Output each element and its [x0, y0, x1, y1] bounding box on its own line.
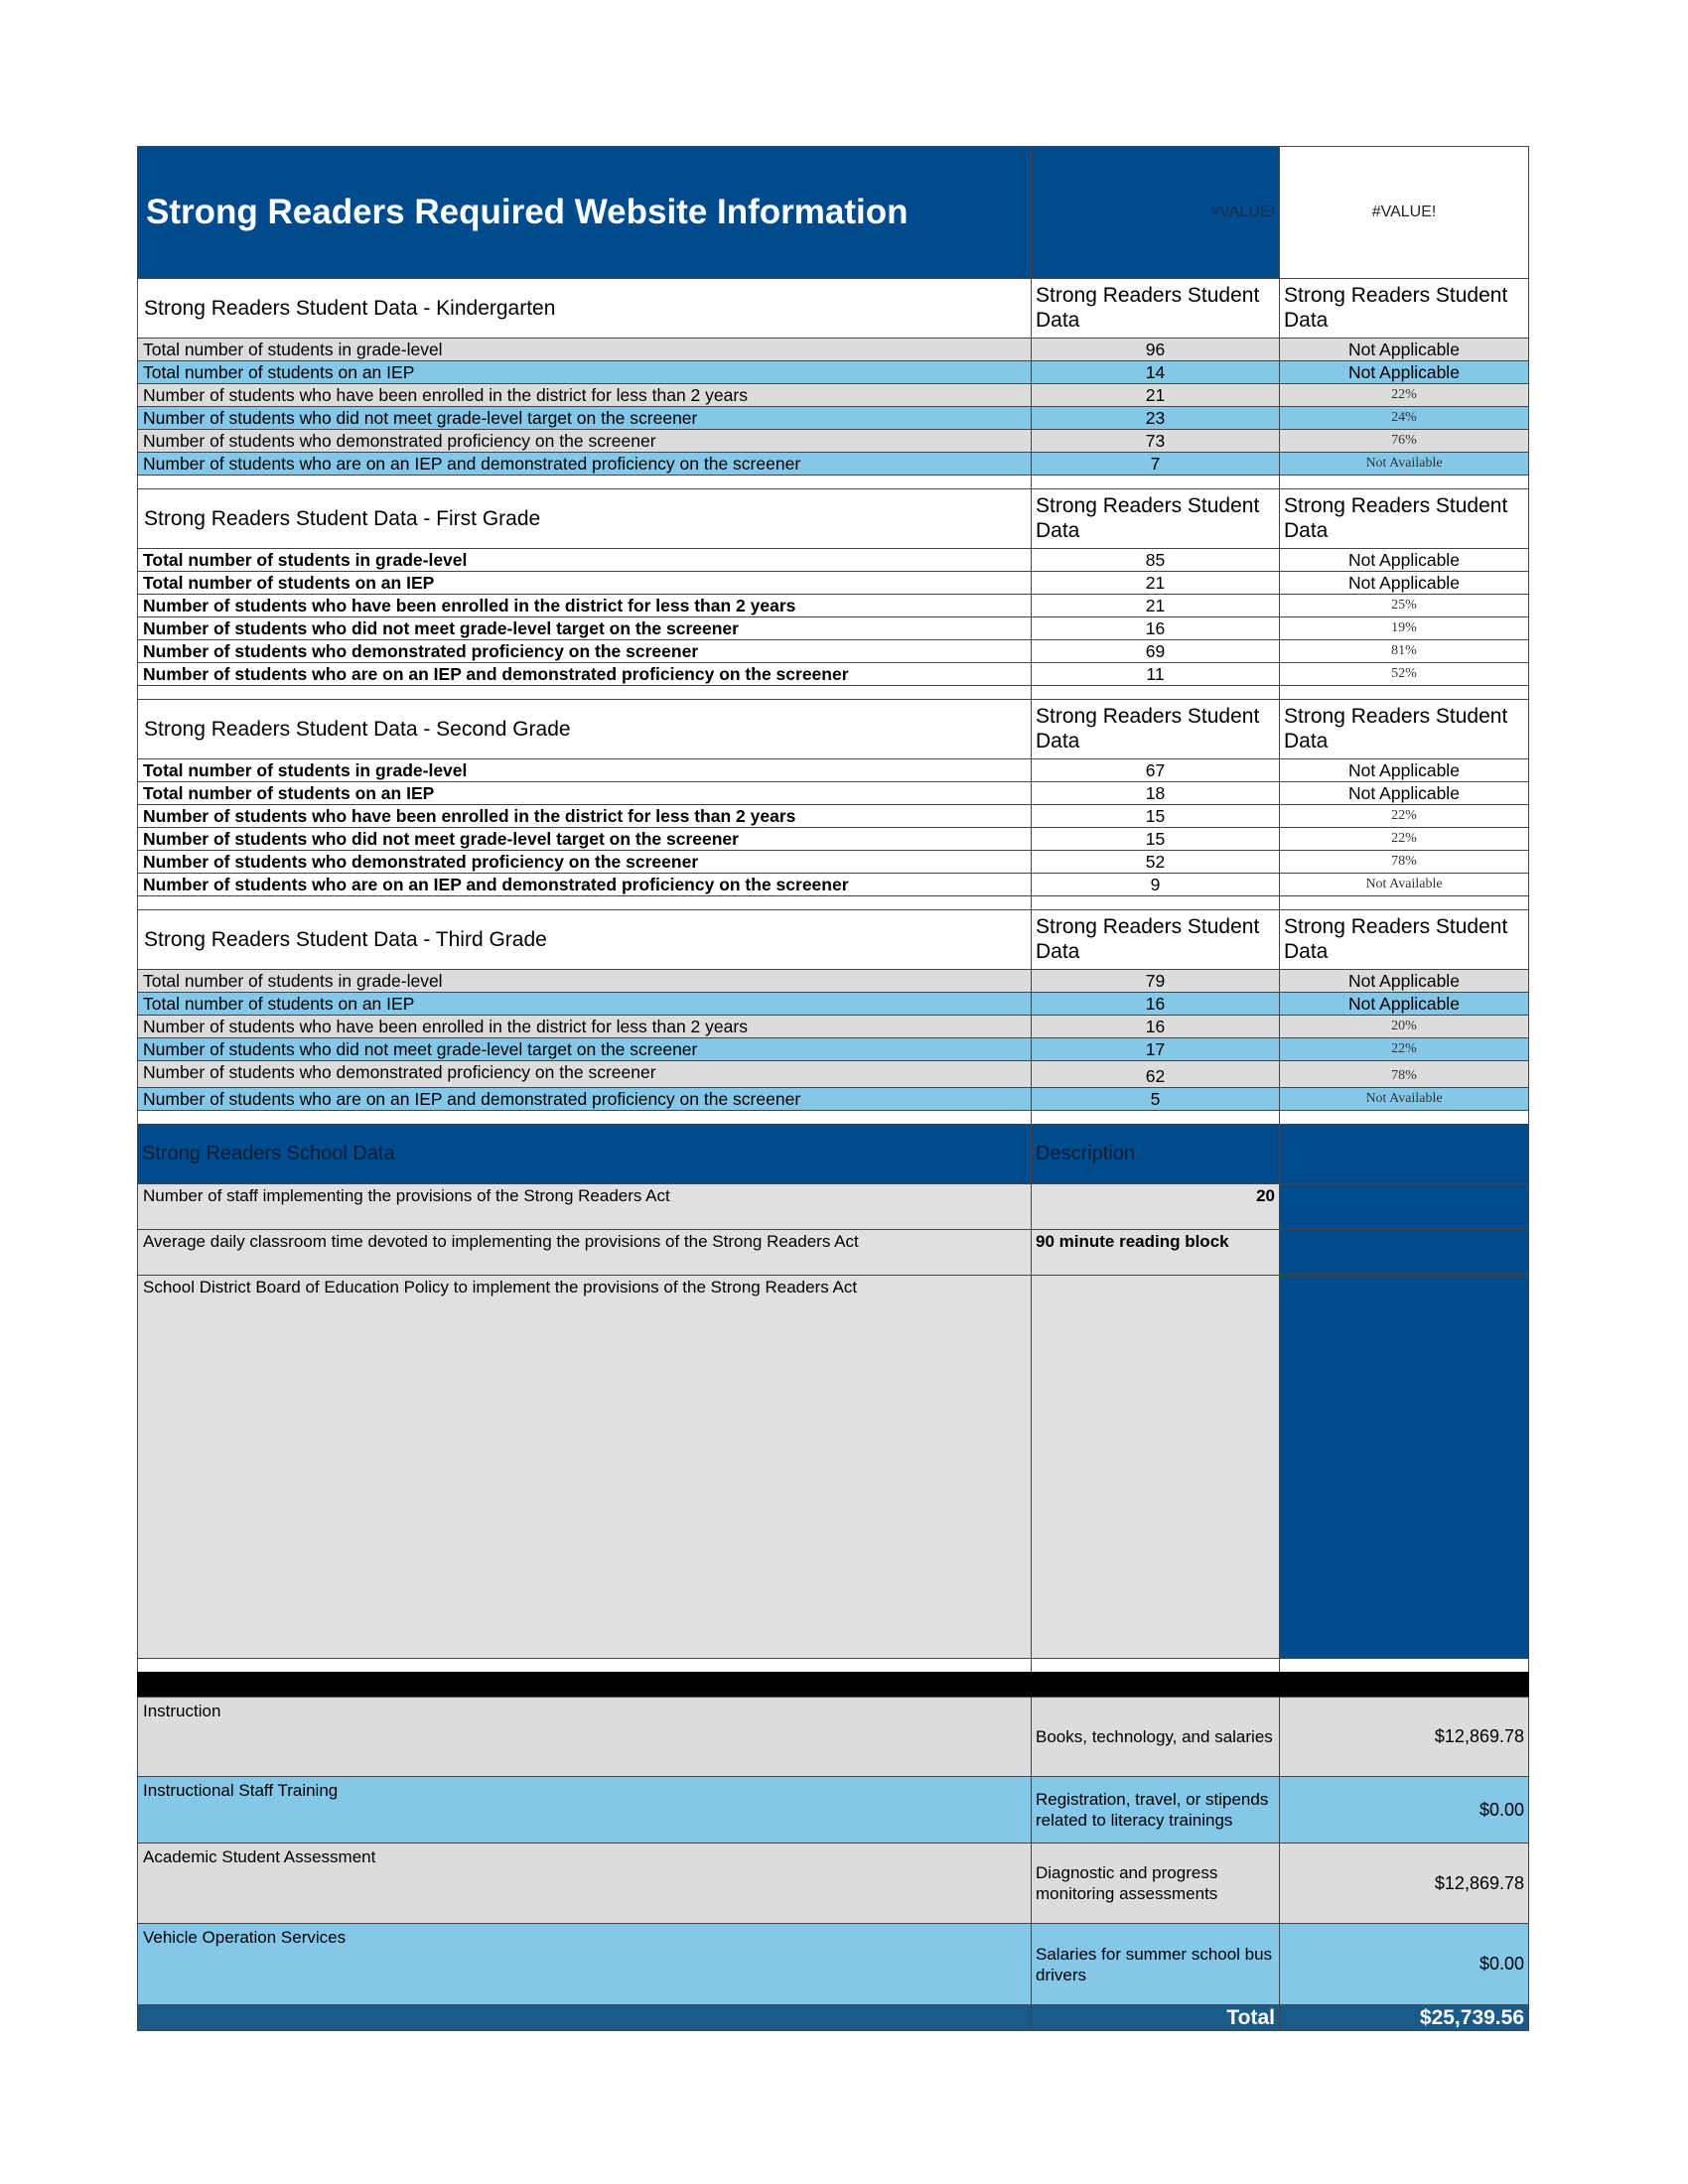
- row-label: Number of students who demonstrated proficiency on the screener: [137, 1060, 1031, 1087]
- row-percent: 81%: [1279, 639, 1529, 662]
- table-row: [137, 548, 1529, 571]
- row-percent: 78%: [1279, 850, 1529, 873]
- row-label: Number of students who are on an IEP and demonstrated proficiency on the screener: [137, 662, 1031, 685]
- row-label: Number of staff implementing the provisions of the Strong Readers Act: [137, 1183, 1031, 1229]
- school-data-row: [137, 1275, 1529, 1658]
- row-value: 16: [1031, 1015, 1279, 1037]
- section-header-first-grade: [137, 488, 1529, 548]
- table-row: [137, 1060, 1529, 1087]
- expenditure-description: Books, technology, and salaries: [1031, 1697, 1279, 1776]
- column-heading: Strong Readers Student Data: [1031, 699, 1279, 758]
- expenditure-category: Vehicle Operation Services: [137, 1923, 1031, 2004]
- spacer-row: [137, 685, 1529, 699]
- expenditure-row: [137, 1843, 1529, 1923]
- row-label: Number of students who have been enrolled in the district for less than 2 years: [137, 804, 1031, 827]
- row-value: 69: [1031, 639, 1279, 662]
- row-label: Number of students who have been enrolled in the district for less than 2 years: [137, 594, 1031, 616]
- row-percent: 24%: [1279, 406, 1529, 429]
- row-label: Total number of students on an IEP: [137, 571, 1031, 594]
- row-label: Number of students who did not meet grade-level target on the screener: [137, 827, 1031, 850]
- row-label: Number of students who are on an IEP and demonstrated proficiency on the screener: [137, 873, 1031, 895]
- row-label: Number of students who demonstrated proficiency on the screener: [137, 850, 1031, 873]
- row-label: Number of students who did not meet grade-level target on the screener: [137, 1037, 1031, 1060]
- table-row: [137, 827, 1529, 850]
- spacer-row: [137, 1110, 1529, 1124]
- divider-bar: [137, 1672, 1529, 1697]
- row-percent: 76%: [1279, 429, 1529, 452]
- table-row: [137, 452, 1529, 475]
- row-label: Total number of students in grade-level: [137, 758, 1031, 781]
- column-heading: Strong Readers Student Data: [1279, 699, 1529, 758]
- table-row: [137, 873, 1529, 895]
- table-row: [137, 594, 1529, 616]
- school-data-row: [137, 1229, 1529, 1275]
- table-row: [137, 804, 1529, 827]
- expenditure-category: Instruction: [137, 1697, 1031, 1776]
- title-row: [137, 146, 1529, 278]
- row-percent: 25%: [1279, 594, 1529, 616]
- section-heading: Strong Readers Student Data - Kindergarten: [137, 278, 1031, 338]
- row-value: 5: [1031, 1087, 1279, 1110]
- row-label: Total number of students in grade-level: [137, 338, 1031, 360]
- school-data-row: [137, 1183, 1529, 1229]
- table-row: [137, 639, 1529, 662]
- row-percent: 22%: [1279, 1037, 1529, 1060]
- total-label: Total: [1031, 2004, 1279, 2031]
- section-header-second-grade: [137, 699, 1529, 758]
- row-value: 21: [1031, 571, 1279, 594]
- expenditure-description: Diagnostic and progress monitoring assessments: [1031, 1843, 1279, 1923]
- row-value: 18: [1031, 781, 1279, 804]
- table-row: [137, 758, 1529, 781]
- section-header-third-grade: [137, 909, 1529, 969]
- column-heading: Strong Readers Student Data: [1279, 488, 1529, 548]
- row-percent: 22%: [1279, 827, 1529, 850]
- section-heading: Strong Readers Student Data - Second Grade: [137, 699, 1031, 758]
- row-percent: Not Applicable: [1279, 338, 1529, 360]
- row-value: 20: [1031, 1183, 1279, 1229]
- row-value: 21: [1031, 594, 1279, 616]
- expenditure-amount: $0.00: [1279, 1923, 1529, 2004]
- row-percent: 20%: [1279, 1015, 1529, 1037]
- table-row: [137, 1015, 1529, 1037]
- row-percent: 78%: [1279, 1060, 1529, 1087]
- row-label: Total number of students on an IEP: [137, 992, 1031, 1015]
- row-value: [1031, 1275, 1279, 1658]
- total-row: [137, 2004, 1529, 2031]
- expenditure-row: [137, 1923, 1529, 2004]
- row-label: Total number of students in grade-level: [137, 969, 1031, 992]
- row-percent: 19%: [1279, 616, 1529, 639]
- row-percent: Not Applicable: [1279, 992, 1529, 1015]
- expenditure-amount: $0.00: [1279, 1776, 1529, 1843]
- table-row: [137, 406, 1529, 429]
- row-value: 21: [1031, 383, 1279, 406]
- row-percent: 22%: [1279, 804, 1529, 827]
- row-label: Number of students who are on an IEP and demonstrated proficiency on the screener: [137, 452, 1031, 475]
- expenditure-description: Salaries for summer school bus drivers: [1031, 1923, 1279, 2004]
- row-value: 14: [1031, 360, 1279, 383]
- table-row: [137, 992, 1529, 1015]
- table-row: [137, 338, 1529, 360]
- row-label: Total number of students on an IEP: [137, 360, 1031, 383]
- section-header-kindergarten: [137, 278, 1529, 338]
- expenditure-amount: $12,869.78: [1279, 1697, 1529, 1776]
- column-heading: Strong Readers Student Data: [1031, 488, 1279, 548]
- row-value: 15: [1031, 804, 1279, 827]
- table-row: [137, 781, 1529, 804]
- expenditure-amount: $12,869.78: [1279, 1843, 1529, 1923]
- table-row: [137, 360, 1529, 383]
- row-percent: Not Applicable: [1279, 781, 1529, 804]
- spacer-row: [137, 895, 1529, 909]
- school-data-header: [137, 1124, 1529, 1183]
- row-value: 52: [1031, 850, 1279, 873]
- row-label: Number of students who demonstrated proficiency on the screener: [137, 429, 1031, 452]
- table-row: [137, 429, 1529, 452]
- row-value: 62: [1031, 1060, 1279, 1087]
- row-label: School District Board of Education Policy to implement the provisions of the Strong Readers Act: [137, 1275, 1031, 1658]
- row-value: 73: [1031, 429, 1279, 452]
- column-heading: Strong Readers Student Data: [1279, 278, 1529, 338]
- row-value: 16: [1031, 992, 1279, 1015]
- row-value: 11: [1031, 662, 1279, 685]
- row-label: Number of students who have been enrolled in the district for less than 2 years: [137, 383, 1031, 406]
- page-title: Strong Readers Required Website Information: [137, 146, 1031, 278]
- row-label: Average daily classroom time devoted to implementing the provisions of the Strong Readers Act: [137, 1229, 1031, 1275]
- row-value: 67: [1031, 758, 1279, 781]
- total-value: $25,739.56: [1279, 2004, 1529, 2031]
- row-percent: Not Applicable: [1279, 571, 1529, 594]
- row-label: Number of students who are on an IEP and demonstrated proficiency on the screener: [137, 1087, 1031, 1110]
- row-percent: Not Available: [1279, 873, 1529, 895]
- report-table: [137, 146, 1529, 2031]
- row-value: 17: [1031, 1037, 1279, 1060]
- table-row: [137, 616, 1529, 639]
- column-heading: Strong Readers Student Data: [1031, 909, 1279, 969]
- row-percent: Not Applicable: [1279, 758, 1529, 781]
- table-row: [137, 383, 1529, 406]
- row-label: Number of students who demonstrated proficiency on the screener: [137, 639, 1031, 662]
- expenditure-row: [137, 1697, 1529, 1776]
- row-value: 15: [1031, 827, 1279, 850]
- table-row: [137, 1087, 1529, 1110]
- row-percent: Not Applicable: [1279, 548, 1529, 571]
- row-percent: Not Available: [1279, 1087, 1529, 1110]
- column-heading: Strong Readers Student Data: [1279, 909, 1529, 969]
- expenditure-row: [137, 1776, 1529, 1843]
- row-value: 7: [1031, 452, 1279, 475]
- title-error-value-1: #VALUE!: [1031, 146, 1279, 278]
- description-heading: Description: [1031, 1124, 1279, 1183]
- table-row: [137, 969, 1529, 992]
- table-row: [137, 571, 1529, 594]
- title-error-value-2: #VALUE!: [1279, 146, 1529, 278]
- row-percent: Not Applicable: [1279, 969, 1529, 992]
- row-label: Total number of students in grade-level: [137, 548, 1031, 571]
- row-value: 79: [1031, 969, 1279, 992]
- row-value: 96: [1031, 338, 1279, 360]
- row-percent: Not Available: [1279, 452, 1529, 475]
- table-row: [137, 1037, 1529, 1060]
- row-percent: Not Applicable: [1279, 360, 1529, 383]
- row-label: Number of students who did not meet grade-level target on the screener: [137, 616, 1031, 639]
- row-label: Total number of students on an IEP: [137, 781, 1031, 804]
- row-value: 85: [1031, 548, 1279, 571]
- table-row: [137, 850, 1529, 873]
- row-percent: 22%: [1279, 383, 1529, 406]
- spacer-row: [137, 1658, 1529, 1672]
- section-heading: Strong Readers Student Data - First Grade: [137, 488, 1031, 548]
- row-percent: 52%: [1279, 662, 1529, 685]
- row-value: 90 minute reading block: [1031, 1229, 1279, 1275]
- expenditure-description: Registration, travel, or stipends related to literacy trainings: [1031, 1776, 1279, 1843]
- row-value: 23: [1031, 406, 1279, 429]
- section-heading: Strong Readers Student Data - Third Grade: [137, 909, 1031, 969]
- row-label: Number of students who have been enrolled in the district for less than 2 years: [137, 1015, 1031, 1037]
- table-row: [137, 662, 1529, 685]
- row-label: Number of students who did not meet grade-level target on the screener: [137, 406, 1031, 429]
- school-data-heading: Strong Readers School Data: [137, 1124, 1031, 1183]
- expenditure-category: Instructional Staff Training: [137, 1776, 1031, 1843]
- column-heading: Strong Readers Student Data: [1031, 278, 1279, 338]
- expenditure-category: Academic Student Assessment: [137, 1843, 1031, 1923]
- row-value: 16: [1031, 616, 1279, 639]
- spacer-row: [137, 475, 1529, 488]
- row-value: 9: [1031, 873, 1279, 895]
